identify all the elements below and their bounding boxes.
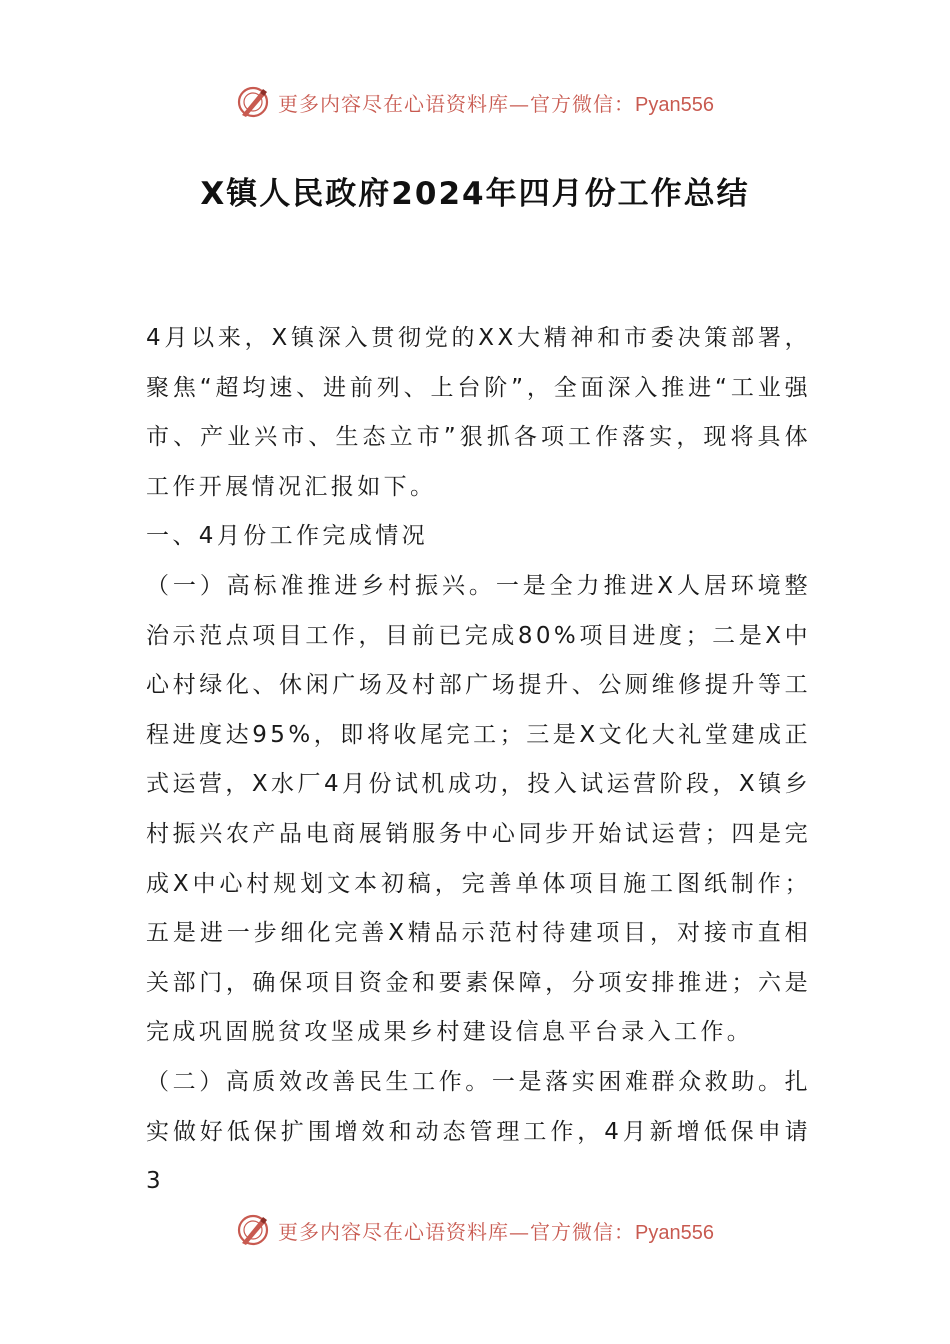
watermark-main-text: 更多内容尽在心语资料库—官方微信：	[278, 1219, 636, 1244]
pen-circle-icon	[236, 1213, 270, 1247]
document-title: X镇人民政府2024年四月份工作总结	[200, 176, 750, 212]
watermark-text	[278, 88, 714, 117]
paragraph-livelihood: （二）高质效改善民生工作。一是落实困难群众救助。扎实做好低保扩围增效和动态管理工作，4月新增低保申请3	[146, 1068, 811, 1195]
watermark-main-text: 更多内容尽在心语资料库—官方微信：	[278, 91, 636, 116]
section-heading: 一、4月份工作完成情况	[146, 523, 429, 550]
paragraph-rural-revitalization: （一）高标准推进乡村振兴。一是全力推进X人居环境整治示范点项目工作，目前已完成80%项目进度；二是X中心村绿化、休闲广场及村部广场提升、公厕维修提升等工程进度达95%，即将收尾完工；三是X文化大礼堂建成正式运营，X水厂4月份试机成功，投入试运营阶段，X镇乡村振兴农产品电商展销服务中心同步开始试运营；四是完成X中心村规划文本初稿，完善单体项目施工图纸制作；五是进一步细化完善X精品示范村待建项目，对接市直相关部门，确保项目资金和要素保障，分项安排推进；六是完成巩固脱贫攻坚成果乡村建设信息平台录入工作。	[146, 572, 811, 1046]
watermark-header	[0, 80, 950, 124]
watermark-wechat-id: Pyan556	[635, 93, 714, 116]
document-body	[146, 314, 811, 1207]
watermark-footer	[0, 1208, 950, 1252]
watermark-text	[278, 1216, 714, 1245]
paragraph-intro: 4月以来，X镇深入贯彻党的XX大精神和市委决策部署，聚焦“超均速、进前列、上台阶”，全面深入推进“工业强市、产业兴市、生态立市”狠抓各项工作落实，现将具体工作开展情况汇报如下。	[146, 325, 811, 500]
pen-circle-icon	[236, 85, 270, 119]
watermark-wechat-id: Pyan556	[635, 1221, 714, 1244]
